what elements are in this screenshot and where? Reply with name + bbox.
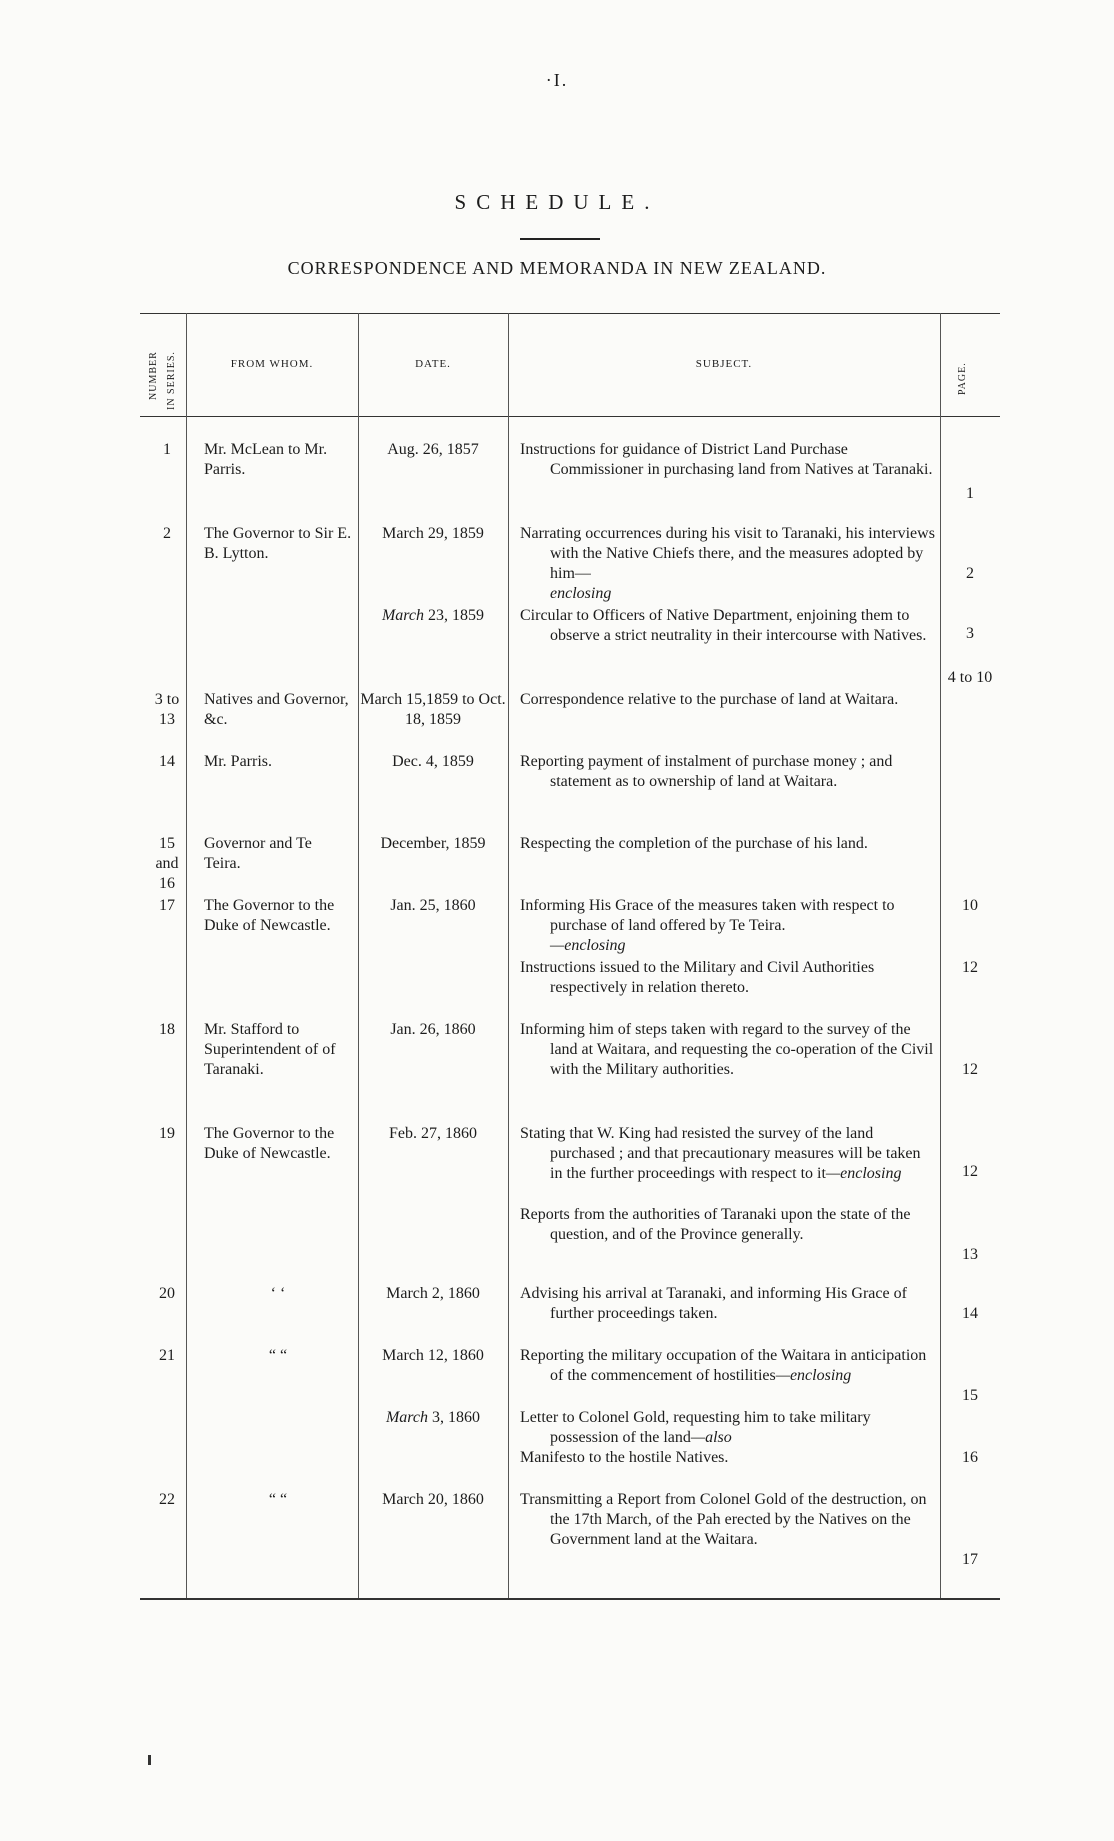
row-3-date: March 15,1859 to Oct. 18, 1859 <box>360 691 506 728</box>
row-14-subject: Reporting payment of instalment of purchase money ; and statement as to ownership of land at Waitara. <box>520 753 893 790</box>
header-subject: SUBJECT. <box>695 358 753 370</box>
row-22-page: 17 <box>962 1551 978 1568</box>
row-19-page: 12 <box>962 1163 978 1180</box>
row-15-num: 15 and 16 <box>155 835 179 892</box>
row-19b-page: 13 <box>962 1246 978 1263</box>
row-2-from: The Governor to Sir E. B. Lytton. <box>204 525 352 562</box>
row-21b-subject-also: —also <box>690 1429 732 1446</box>
row-19-from: The Governor to the Duke of Newcastle. <box>204 1125 335 1162</box>
row-20-date: March 2, 1860 <box>386 1285 480 1302</box>
row-3-from: Natives and Governor, &c. <box>204 691 349 728</box>
row-2-subject-enclosing: enclosing <box>550 585 612 602</box>
page-number: ·I. <box>545 70 569 90</box>
row-22-date: March 20, 1860 <box>382 1491 484 1508</box>
row-17-date: Jan. 25, 1860 <box>390 897 476 914</box>
header-number-line1: NUMBER <box>148 351 159 400</box>
header-bottom-rule <box>140 416 1000 417</box>
row-22-from-ditto: “ “ <box>268 1491 288 1508</box>
row-22-subject: Transmitting a Report from Colonel Gold of the destruction, on the 17th March, of the Pah erected by the Natives on the Government land at the Waitara. <box>520 1491 927 1548</box>
row-21-num: 21 <box>159 1347 175 1364</box>
row-15-subject: Respecting the completion of the purchase of his land. <box>520 835 868 852</box>
header-number-line2: IN SERIES. <box>166 351 177 410</box>
row-21-page: 15 <box>962 1387 978 1404</box>
row-17-subject-enclosing: —enclosing <box>550 937 626 954</box>
row-18-num: 18 <box>159 1021 175 1038</box>
row-1-subject: Instructions for guidance of District Land Purchase Commissioner in purchasing land from Natives at Taranaki. <box>520 441 933 478</box>
row-22-num: 22 <box>159 1491 175 1508</box>
row-18-from: Mr. Stafford to Superintendent of of Taranaki. <box>204 1021 336 1078</box>
row-21b-subject: Letter to Colonel Gold, requesting him to take military possession of the land—also <box>520 1409 871 1446</box>
margin-mark <box>148 1755 151 1765</box>
row-2b-subject: Circular to Officers of Native Department, enjoining them to observe a strict neutrality in their intercourse with Natives. <box>520 607 927 644</box>
row-3-subject: Correspondence relative to the purchase of land at Waitara. <box>520 691 899 708</box>
row-19-date: Feb. 27, 1860 <box>389 1125 477 1142</box>
row-21-subject: Reporting the military occupation of the Waitara in anticipation of the commencement of hostilities—enclosing <box>520 1347 927 1384</box>
row-17b-page: 12 <box>962 959 978 976</box>
row-18-page: 12 <box>962 1061 978 1078</box>
row-14-from: Mr. Parris. <box>204 753 272 770</box>
row-20-subject: Advising his arrival at Taranaki, and informing His Grace of further proceedings taken. <box>520 1285 907 1322</box>
header-from: FROM WHOM. <box>230 358 314 370</box>
row-18-date: Jan. 26, 1860 <box>390 1021 476 1038</box>
row-21-subject-enclosing: —enclosing <box>775 1367 852 1384</box>
row-17b-subject: Instructions issued to the Military and Civil Authorities respectively in relation thereto. <box>520 959 875 996</box>
table-bottom-rule <box>140 1598 1000 1600</box>
row-1-page: 1 <box>966 485 974 502</box>
row-2-subject: Narrating occurrences during his visit to Taranaki, his interviews with the Native Chiefs there, and the measures adopted by him— enclosing <box>520 525 935 602</box>
header-date: DATE. <box>415 358 451 370</box>
row-2-date: March 29, 1859 <box>382 525 484 542</box>
row-17-from: The Governor to the Duke of Newcastle. <box>204 897 335 934</box>
row-1-date: Aug. 26, 1857 <box>387 441 479 458</box>
row-1-from: Mr. McLean to Mr. Parris. <box>204 441 328 478</box>
row-17-subject: Informing His Grace of the measures taken with respect to purchase of land offered by Te Teira. —enclosing <box>520 897 895 954</box>
row-14-num: 14 <box>159 753 175 770</box>
row-15-date: December, 1859 <box>380 835 486 852</box>
col-divider-2 <box>358 313 359 1598</box>
row-2-page: 2 <box>966 565 974 582</box>
title-rule <box>520 238 600 240</box>
header-page: PAGE. <box>957 362 968 395</box>
table-top-rule <box>140 313 1000 314</box>
row-19-subject: Stating that W. King had resisted the survey of the land purchased ; and that precautionary measures will be taken in the further proceedings with respect to it—enclosing <box>520 1125 921 1182</box>
row-2-num: 2 <box>163 525 171 542</box>
row-19b-subject: Reports from the authorities of Taranaki upon the state of the question, and of the Province generally. <box>520 1206 911 1243</box>
row-3-num: 3 to 13 <box>154 691 180 728</box>
schedule-subtitle: CORRESPONDENCE AND MEMORANDA IN NEW ZEALAND. <box>287 258 827 278</box>
row-21-from-ditto: “ “ <box>268 1347 288 1364</box>
row-17-page: 10 <box>962 897 978 914</box>
row-20-from-ditto: ‘ ‘ <box>270 1285 286 1302</box>
row-2b-date: March 23, 1859 <box>381 607 485 624</box>
row-20-num: 20 <box>159 1285 175 1302</box>
row-20-page: 14 <box>962 1305 978 1322</box>
col-divider-1 <box>186 313 187 1598</box>
row-2b-page: 3 <box>966 625 974 642</box>
row-14-date: Dec. 4, 1859 <box>392 753 474 770</box>
col-divider-3 <box>508 313 509 1598</box>
row-17-num: 17 <box>159 897 175 914</box>
col-divider-4 <box>940 313 941 1598</box>
row-21b-date: March 3, 1860 <box>385 1409 481 1426</box>
row-21b-subject-tail: Manifesto to the hostile Natives. <box>520 1449 729 1466</box>
row-18-subject: Informing him of steps taken with regard to the survey of the land at Waitara, and requesting the co-operation of the Civil with the Military authorities. <box>520 1021 934 1078</box>
row-15-from: Governor and Te Teira. <box>204 835 312 872</box>
row-19-subject-enclosing: —enclosing <box>825 1165 902 1182</box>
row-21-date: March 12, 1860 <box>382 1347 484 1364</box>
row-1-num: 1 <box>163 441 171 458</box>
row-19-num: 19 <box>159 1125 175 1142</box>
schedule-title: SCHEDULE. <box>454 190 660 214</box>
row-21b-page: 16 <box>962 1449 978 1466</box>
row-3-page: 4 to 10 <box>947 669 993 686</box>
